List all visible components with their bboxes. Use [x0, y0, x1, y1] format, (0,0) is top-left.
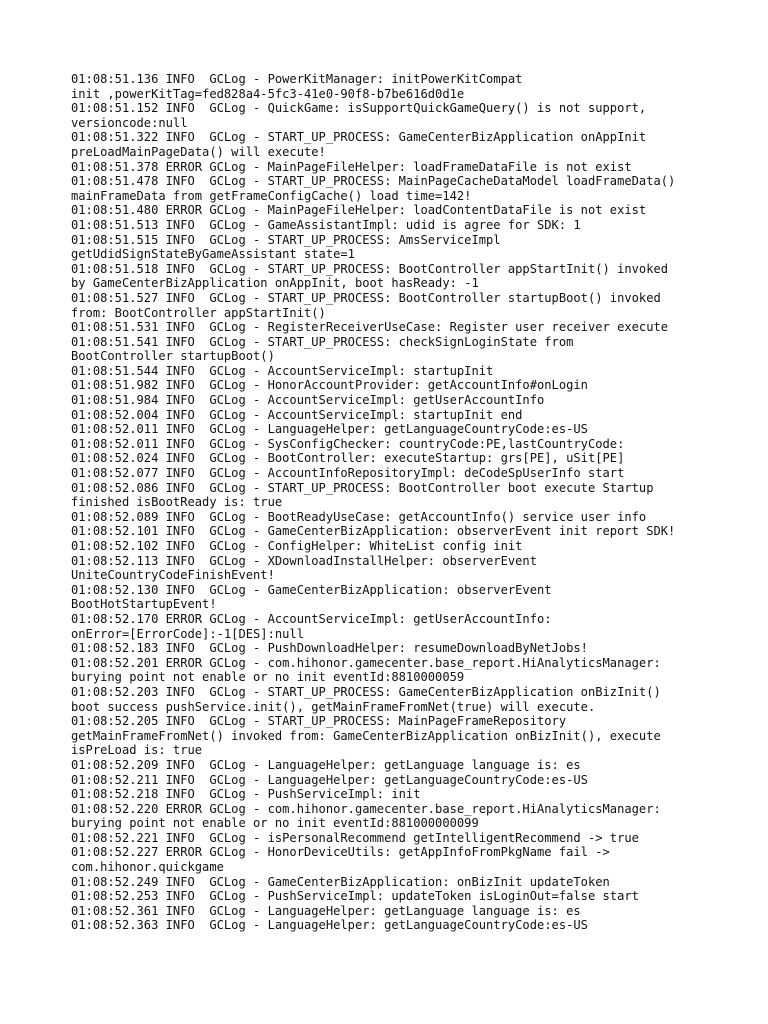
- log-line: 01:08:52.101 INFO GCLog - GameCenterBizApplication: observerEvent init report SDK!: [71, 524, 676, 539]
- log-line: 01:08:52.102 INFO GCLog - ConfigHelper: WhiteList config init: [71, 539, 523, 553]
- log-line: versioncode:null: [71, 115, 188, 130]
- log-line: 01:08:52.363 INFO GCLog - LanguageHelper: getLanguageCountryCode:es-US: [71, 918, 588, 933]
- log-line: 01:08:51.982 INFO GCLog - HonorAccountProvider: getAccountInfo#onLogin: [71, 378, 588, 393]
- log-line: 01:08:51.152 INFO GCLog - QuickGame: isSupportQuickGameQuery() is not support,: [71, 101, 647, 116]
- log-line: 01:08:51.322 INFO GCLog - START_UP_PROCESS: GameCenterBizApplication onAppInit: [71, 130, 647, 145]
- log-line: BootController startupBoot(): [71, 349, 275, 364]
- log-line: UniteCountryCodeFinishEvent!: [71, 568, 275, 583]
- log-line: getUdidSignStateByGameAssistant state=1: [71, 247, 355, 262]
- log-line: 01:08:52.201 ERROR GCLog - com.hihonor.gamecenter.base_report.HiAnalyticsManager:: [71, 655, 661, 670]
- log-line: 01:08:52.211 INFO GCLog - LanguageHelper: getLanguageCountryCode:es-US: [71, 772, 588, 787]
- log-line: 01:08:51.515 INFO GCLog - START_UP_PROCESS: AmsServiceImpl: [71, 232, 501, 247]
- log-line: onError=[ErrorCode]:-1[DES]:null: [71, 626, 304, 641]
- log-line: finished isBootReady is: true: [71, 495, 283, 510]
- log-line: mainFrameData from getFrameConfigCache() load time=142!: [71, 188, 472, 203]
- log-line: 01:08:52.113 INFO GCLog - XDownloadInstallHelper: observerEvent: [71, 553, 537, 568]
- log-line: isPreLoad is: true: [71, 743, 203, 758]
- log-document: [71, 72, 721, 933]
- log-line: 01:08:51.544 INFO GCLog - AccountServiceImpl: startupInit: [71, 363, 494, 378]
- log-line: 01:08:52.361 INFO GCLog - LanguageHelper: getLanguage language is: es: [71, 903, 581, 918]
- log-line: 01:08:52.227 ERROR GCLog - HonorDeviceUtils: getAppInfoFromPkgName fail ->: [71, 845, 610, 860]
- log-line: by GameCenterBizApplication onAppInit, boot hasReady: -1: [71, 276, 479, 291]
- log-line: getMainFrameFromNet() invoked from: GameCenterBizApplication onBizInit(), execute: [71, 728, 661, 743]
- log-line: 01:08:52.130 INFO GCLog - GameCenterBizApplication: observerEvent: [71, 582, 552, 597]
- log-line: from: BootController appStartInit(): [71, 305, 326, 320]
- log-line: 01:08:51.531 INFO GCLog - RegisterReceiverUseCase: Register user receiver execute: [71, 320, 669, 335]
- log-line: BootHotStartupEvent!: [71, 597, 217, 612]
- log-line: 01:08:52.205 INFO GCLog - START_UP_PROCESS: MainPageFrameRepository: [71, 714, 567, 729]
- log-line: 01:08:52.183 INFO GCLog - PushDownloadHelper: resumeDownloadByNetJobs!: [71, 641, 588, 656]
- log-line: burying point not enable or no init eventId:881000000099: [71, 816, 479, 831]
- log-line: burying point not enable or no init eventId:8810000059: [71, 670, 465, 685]
- log-line: 01:08:52.004 INFO GCLog - AccountServiceImpl: startupInit end: [71, 407, 523, 422]
- log-line: 01:08:51.984 INFO GCLog - AccountServiceImpl: getUserAccountInfo: [71, 393, 545, 408]
- log-line: 01:08:52.253 INFO GCLog - PushServiceImpl: updateToken isLoginOut=false start: [71, 889, 639, 904]
- log-line: 01:08:51.513 INFO GCLog - GameAssistantImpl: udid is agree for SDK: 1: [71, 217, 581, 232]
- log-line: 01:08:52.203 INFO GCLog - START_UP_PROCESS: GameCenterBizApplication onBizInit(): [71, 684, 661, 699]
- log-line: 01:08:52.024 INFO GCLog - BootController: executeStartup: grs[PE], uSit[PE]: [71, 451, 625, 466]
- log-line: 01:08:51.541 INFO GCLog - START_UP_PROCESS: checkSignLoginState from: [71, 334, 574, 349]
- log-line: 01:08:52.220 ERROR GCLog - com.hihonor.gamecenter.base_report.HiAnalyticsManager:: [71, 801, 661, 816]
- log-line: 01:08:52.086 INFO GCLog - START_UP_PROCESS: BootController boot execute Startup: [71, 480, 654, 495]
- log-line: 01:08:52.089 INFO GCLog - BootReadyUseCase: getAccountInfo() service user info: [71, 509, 647, 524]
- log-line: preLoadMainPageData() will execute!: [71, 144, 326, 159]
- log-line: 01:08:52.209 INFO GCLog - LanguageHelper: getLanguage language is: es: [71, 757, 581, 772]
- log-line: 01:08:51.480 ERROR GCLog - MainPageFileHelper: loadContentDataFile is not exist: [71, 203, 647, 218]
- log-line: 01:08:52.218 INFO GCLog - PushServiceImpl: init: [71, 787, 421, 802]
- log-line: 01:08:52.077 INFO GCLog - AccountInfoRepositoryImpl: deCodeSpUserInfo start: [71, 466, 625, 481]
- log-line: 01:08:51.136 INFO GCLog - PowerKitManager: initPowerKitCompat: [71, 72, 523, 86]
- log-line: init ,powerKitTag=fed828a4-5fc3-41e0-90f8-b7be616d0d1e: [71, 86, 465, 101]
- log-line: 01:08:51.518 INFO GCLog - START_UP_PROCESS: BootController appStartInit() invoked: [71, 261, 669, 276]
- log-line: 01:08:51.527 INFO GCLog - START_UP_PROCESS: BootController startupBoot() invoked: [71, 290, 661, 305]
- log-line: 01:08:51.478 INFO GCLog - START_UP_PROCESS: MainPageCacheDataModel loadFrameData(): [71, 174, 676, 189]
- log-line: 01:08:52.011 INFO GCLog - SysConfigChecker: countryCode:PE,lastCountryCode:: [71, 436, 625, 451]
- log-line: boot success pushService.init(), getMainFrameFromNet(true) will execute.: [71, 699, 596, 714]
- log-line: 01:08:52.011 INFO GCLog - LanguageHelper: getLanguageCountryCode:es-US: [71, 422, 588, 437]
- log-line: 01:08:51.378 ERROR GCLog - MainPageFileHelper: loadFrameDataFile is not exist: [71, 159, 632, 174]
- log-line: com.hihonor.quickgame: [71, 860, 224, 875]
- log-line: 01:08:52.249 INFO GCLog - GameCenterBizApplication: onBizInit updateToken: [71, 874, 610, 889]
- log-line: 01:08:52.221 INFO GCLog - isPersonalRecommend getIntelligentRecommend -> true: [71, 830, 639, 845]
- log-line: 01:08:52.170 ERROR GCLog - AccountServiceImpl: getUserAccountInfo:: [71, 611, 552, 626]
